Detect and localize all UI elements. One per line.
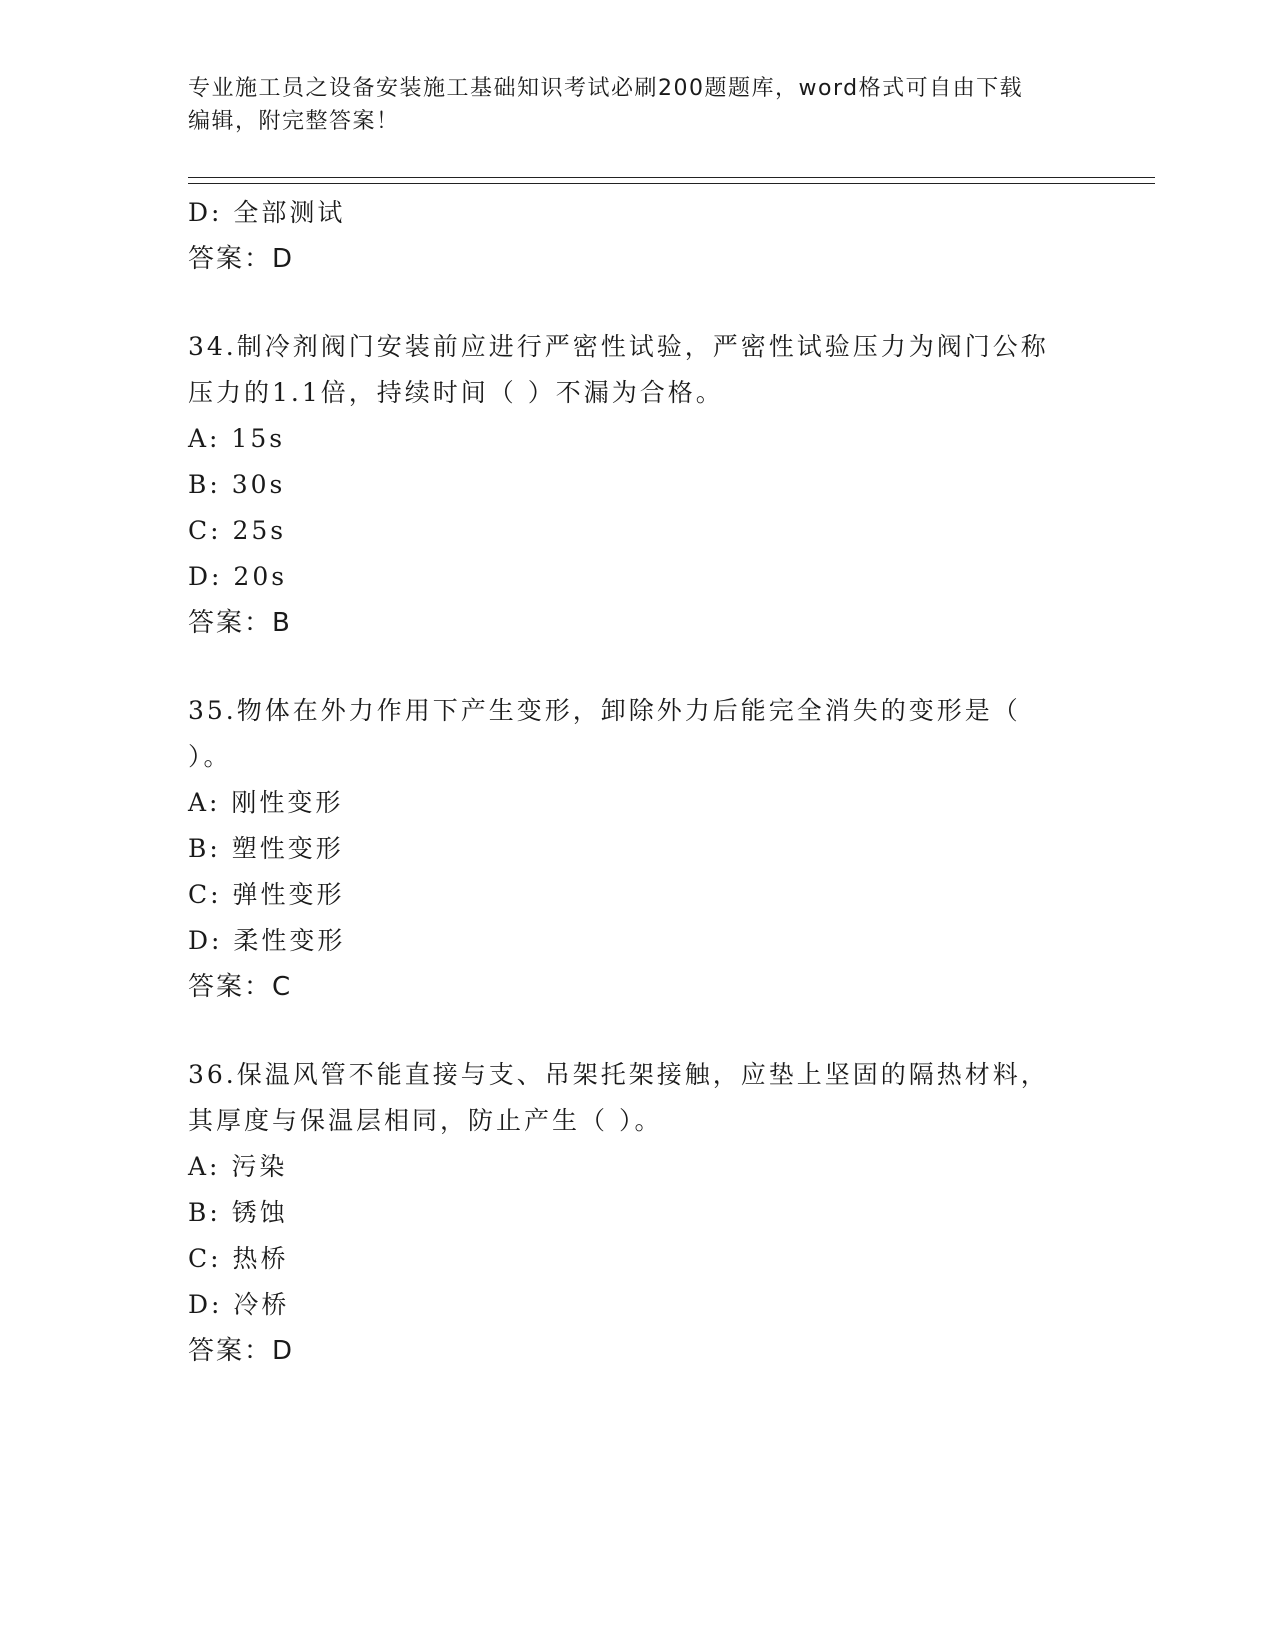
option-a: A: 15s xyxy=(188,424,286,453)
option-b: B: 锈蚀 xyxy=(188,1198,288,1227)
question-stem-line: 35.物体在外力作用下产生变形，卸除外力后能完全消失的变形是（ xyxy=(188,696,1021,725)
option-b: B: 塑性变形 xyxy=(188,834,344,863)
answer: 答案：B xyxy=(188,608,292,638)
document-body xyxy=(188,190,1088,1374)
header-title-line-1: 专业施工员之设备安装施工基础知识考试必刷200题题库，word格式可自由下载 xyxy=(188,76,1024,101)
question-33-continued xyxy=(188,190,1088,282)
question-stem-line: ）。 xyxy=(188,742,232,771)
header-divider-bottom xyxy=(188,183,1155,184)
question-36 xyxy=(188,1052,1088,1374)
question-stem-line: 压力的1.1倍，持续时间（ ）不漏为合格。 xyxy=(188,378,724,407)
option-a: A: 污染 xyxy=(188,1152,288,1181)
question-35 xyxy=(188,688,1088,1010)
option-c: C: 25s xyxy=(188,516,287,545)
option-d: D: 20s xyxy=(188,562,288,591)
answer: 答案：D xyxy=(188,244,295,274)
question-34 xyxy=(188,324,1088,646)
option-d: D: 冷桥 xyxy=(188,1290,290,1319)
question-stem-line: 36.保温风管不能直接与支、吊架托架接触，应垫上坚固的隔热材料， xyxy=(188,1060,1049,1089)
option-d: D: 柔性变形 xyxy=(188,926,346,955)
header-title-line-2: 编辑，附完整答案！ xyxy=(188,109,400,134)
option-b: B: 30s xyxy=(188,470,286,499)
option-c: C: 热桥 xyxy=(188,1244,289,1273)
header-divider-top xyxy=(188,177,1155,178)
document-header xyxy=(188,72,1068,138)
option-c: C: 弹性变形 xyxy=(188,880,345,909)
option-d: D: 全部测试 xyxy=(188,198,346,227)
answer: 答案：D xyxy=(188,1336,295,1366)
option-a: A: 刚性变形 xyxy=(188,788,344,817)
answer: 答案：C xyxy=(188,972,293,1002)
question-stem-line: 34.制冷剂阀门安装前应进行严密性试验，严密性试验压力为阀门公称 xyxy=(188,332,1049,361)
question-stem-line: 其厚度与保温层相同，防止产生（ ）。 xyxy=(188,1106,663,1135)
